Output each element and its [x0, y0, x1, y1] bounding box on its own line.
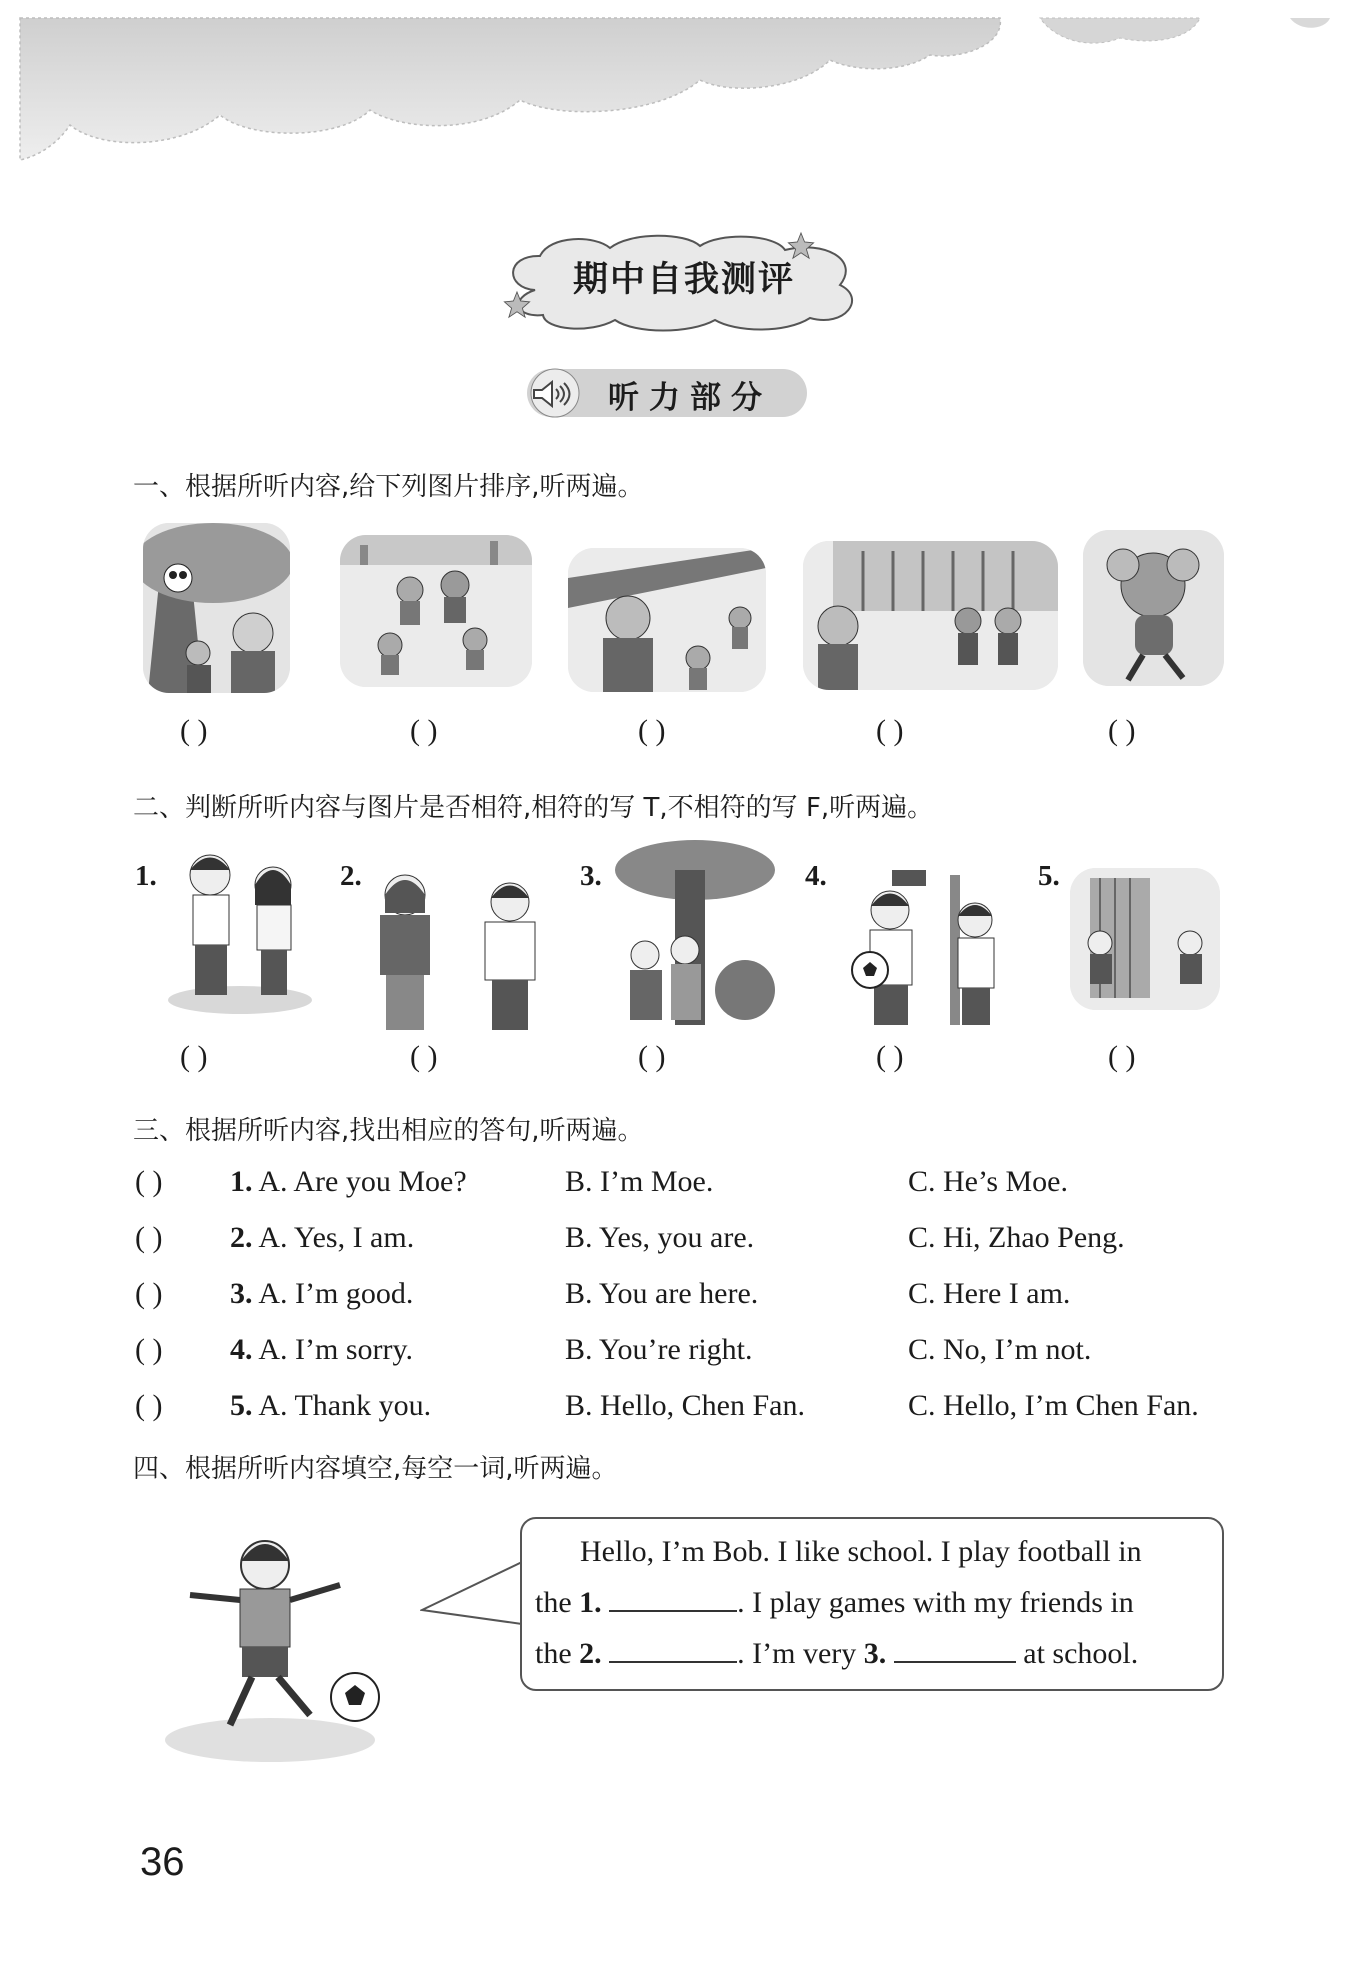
part3-answer-1[interactable]: ( ) [135, 1165, 163, 1198]
option-a: A. Thank you. [258, 1389, 432, 1422]
part3-answer-4[interactable]: ( ) [135, 1333, 163, 1366]
part1-instruction: 一、根据所听内容,给下列图片排序,听两遍。 [133, 472, 644, 502]
part3-q2-option-c: C. Hi, Zhao Peng. [908, 1221, 1125, 1254]
part3-q4-option-b: B. You’re right. [565, 1333, 753, 1366]
part3-q3-option-b: B. You are here. [565, 1277, 759, 1310]
blank-number-1: 1. [579, 1586, 602, 1619]
picture-girls-school [1070, 868, 1220, 1010]
part3-q4-option-c: C. No, I’m not. [908, 1333, 1092, 1366]
option-a: A. I’m good. [258, 1277, 414, 1310]
part3-instruction: 三、根据所听内容,找出相应的答句,听两遍。 [133, 1116, 644, 1146]
passage-line-2 [535, 1586, 1134, 1620]
part2-number-1: 1. [135, 860, 157, 892]
part3-question-3 [230, 1277, 413, 1311]
picture-kids-tree [615, 840, 775, 1025]
passage-line-3 [535, 1637, 1138, 1671]
picture-boys-football [840, 870, 1010, 1025]
q-number: 5. [230, 1389, 253, 1422]
part2-answer-4[interactable]: ( ) [876, 1040, 904, 1073]
q-number: 1. [230, 1165, 253, 1198]
part2-number-4: 4. [805, 860, 827, 892]
part3-q2-option-b: B. Yes, you are. [565, 1221, 755, 1254]
blank-2[interactable] [609, 1637, 737, 1663]
line3-mid: . I’m very [737, 1637, 857, 1670]
part4-instruction: 四、根据所听内容填空,每空一词,听两遍。 [133, 1454, 618, 1484]
option-a: A. I’m sorry. [258, 1333, 414, 1366]
picture-cat-and-mice [568, 548, 766, 692]
blank-1[interactable] [609, 1586, 737, 1612]
part3-q3-option-c: C. Here I am. [908, 1277, 1071, 1310]
part2-instruction: 二、判断所听内容与图片是否相符,相符的写 T,不相符的写 F,听两遍。 [133, 793, 934, 823]
page-number: 36 [140, 1840, 185, 1884]
part3-q5-option-b: B. Hello, Chen Fan. [565, 1389, 805, 1422]
blank-number-2: 2. [579, 1637, 602, 1670]
picture-two-kids [165, 840, 315, 1015]
part3-question-2 [230, 1221, 414, 1255]
part3-answer-3[interactable]: ( ) [135, 1277, 163, 1310]
part1-answer-2[interactable]: ( ) [410, 714, 438, 747]
part2-answer-1[interactable]: ( ) [180, 1040, 208, 1073]
picture-bob-football [160, 1525, 400, 1765]
q-number: 3. [230, 1277, 253, 1310]
part3-q1-option-c: C. He’s Moe. [908, 1165, 1068, 1198]
picture-school-gate [803, 541, 1058, 690]
part3-question-4 [230, 1333, 413, 1367]
part2-answer-2[interactable]: ( ) [410, 1040, 438, 1073]
page-title: 期中自我测评 [572, 260, 795, 300]
part2-number-2: 2. [340, 860, 362, 892]
part1-answer-3[interactable]: ( ) [638, 714, 666, 747]
part3-q5-option-c: C. Hello, I’m Chen Fan. [908, 1389, 1199, 1422]
part2-number-3: 3. [580, 860, 602, 892]
part3-answer-5[interactable]: ( ) [135, 1389, 163, 1422]
speaker-icon [530, 380, 572, 408]
passage-line-1: Hello, I’m Bob. I like school. I play football in [580, 1535, 1142, 1568]
cloud-banner [0, 0, 1350, 190]
word-the: the [535, 1586, 572, 1619]
blank-3[interactable] [894, 1637, 1016, 1663]
part3-question-5 [230, 1389, 431, 1423]
part1-answer-1[interactable]: ( ) [180, 714, 208, 747]
section-label: 听力部分 [608, 380, 772, 416]
q-number: 4. [230, 1333, 253, 1366]
part1-answer-4[interactable]: ( ) [876, 714, 904, 747]
part2-answer-5[interactable]: ( ) [1108, 1040, 1136, 1073]
line3-rest: at school. [1023, 1637, 1139, 1670]
part1-answer-5[interactable]: ( ) [1108, 714, 1136, 747]
q-number: 2. [230, 1221, 253, 1254]
word-the: the [535, 1637, 572, 1670]
picture-mice-playground [340, 535, 532, 687]
option-a: A. Are you Moe? [258, 1165, 467, 1198]
picture-woman-and-man [360, 870, 565, 1030]
line2-rest: . I play games with my friends in [737, 1586, 1134, 1619]
part2-number-5: 5. [1038, 860, 1060, 892]
part3-answer-2[interactable]: ( ) [135, 1221, 163, 1254]
speech-bubble-tail [420, 1560, 522, 1630]
picture-panda-tree [143, 523, 290, 693]
picture-running-mouse [1083, 530, 1224, 686]
blank-number-3: 3. [863, 1637, 887, 1670]
part3-question-1 [230, 1165, 467, 1199]
part3-q1-option-b: B. I’m Moe. [565, 1165, 714, 1198]
part2-answer-3[interactable]: ( ) [638, 1040, 666, 1073]
option-a: A. Yes, I am. [258, 1221, 415, 1254]
